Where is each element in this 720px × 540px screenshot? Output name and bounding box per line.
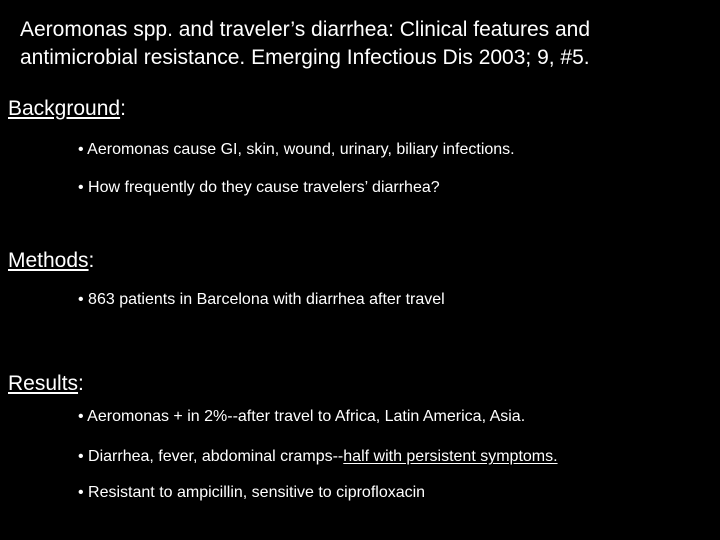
background-heading	[8, 97, 126, 121]
background-heading-colon: :	[120, 97, 126, 120]
methods-heading	[8, 249, 94, 273]
results-bullet-3: • Resistant to ampicillin, sensitive to ciprofloxacin	[78, 484, 426, 501]
background-heading-label: Background	[8, 97, 121, 120]
results-heading-colon: :	[78, 372, 84, 395]
slide-title-line-1: Aeromonas spp. and traveler’s diarrhea: Clinical features and	[20, 18, 591, 41]
results-bullet-2-emphasis: half with persistent symptoms.	[343, 448, 558, 465]
results-bullet-2	[78, 447, 558, 467]
results-heading	[8, 372, 84, 396]
methods-bullet-1: • 863 patients in Barcelona with diarrhea after travel	[78, 291, 445, 308]
methods-heading-label: Methods	[8, 249, 89, 272]
background-bullet-2: • How frequently do they cause travelers’ diarrhea?	[78, 179, 440, 196]
results-bullet-1: • Aeromonas + in 2%--after travel to Africa, Latin America, Asia.	[78, 408, 526, 425]
methods-heading-colon: :	[88, 249, 95, 272]
slide-title	[20, 16, 710, 72]
slide-title-line-2: antimicrobial resistance. Emerging Infectious Dis 2003; 9, #5.	[20, 46, 590, 69]
results-bullet-2-text: • Diarrhea, fever, abdominal cramps--	[78, 448, 344, 465]
results-heading-label: Results	[8, 372, 79, 395]
background-bullet-1: • Aeromonas cause GI, skin, wound, urinary, biliary infections.	[78, 141, 515, 158]
